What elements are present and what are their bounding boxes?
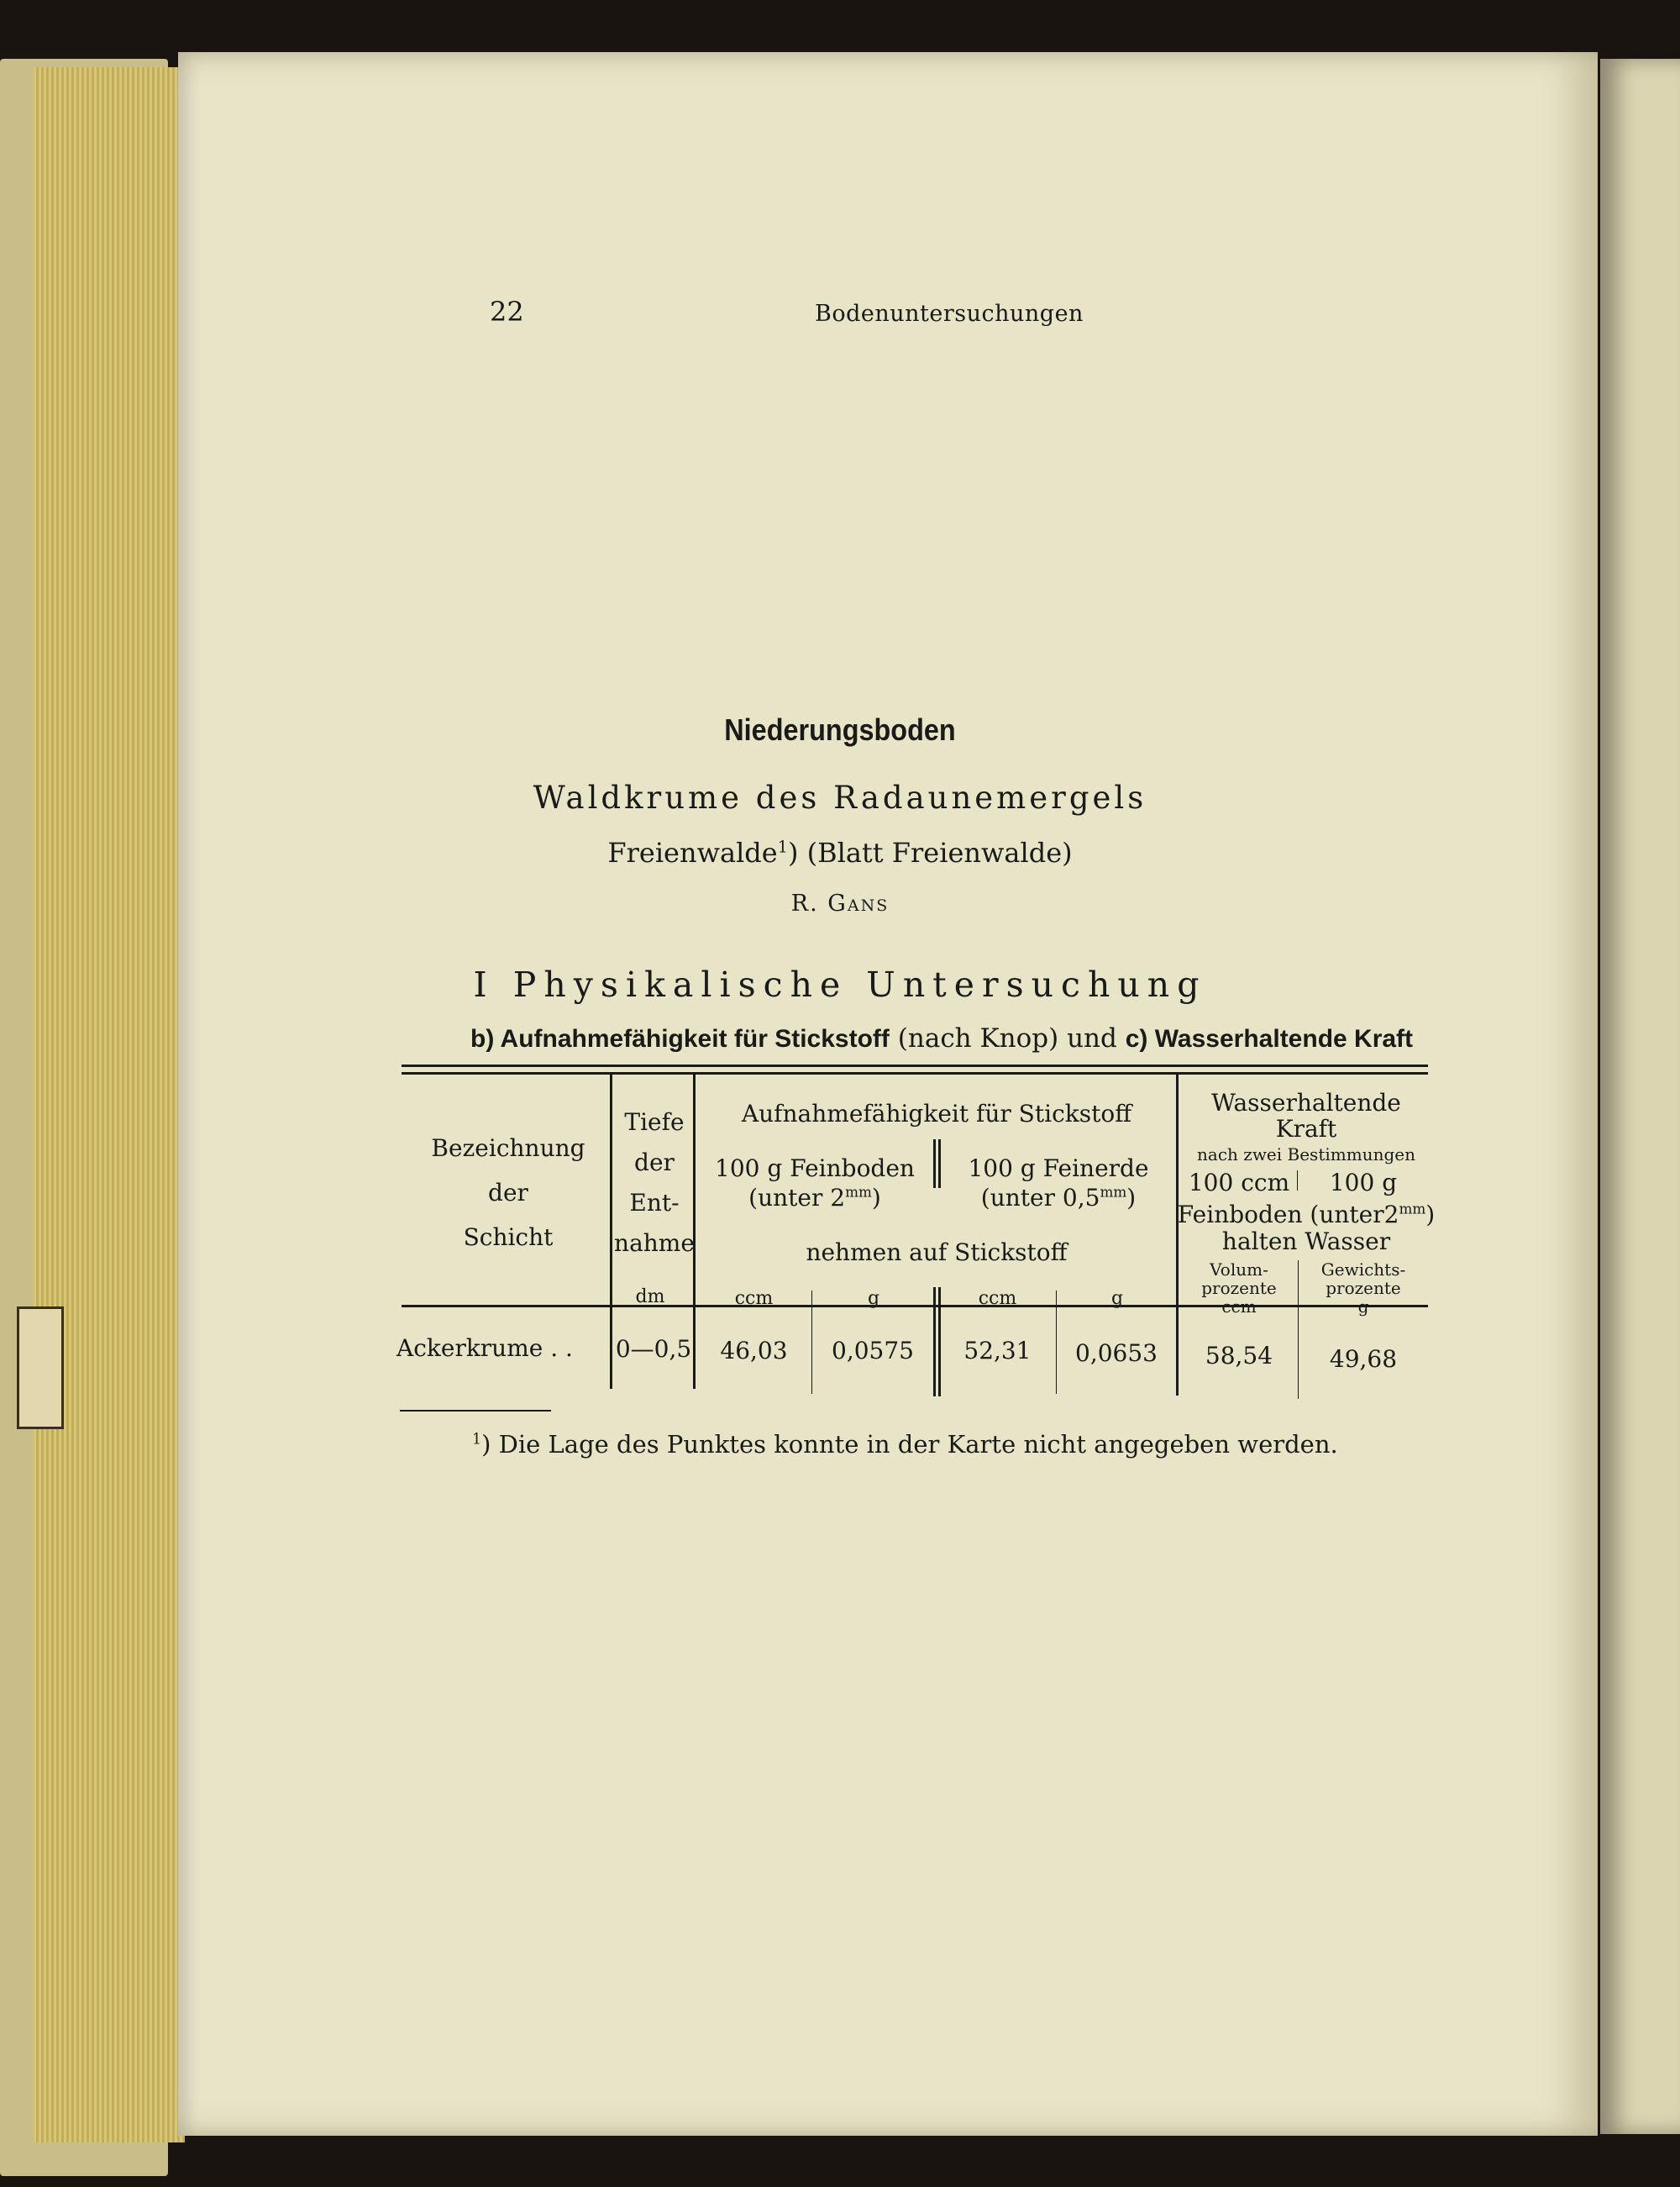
header-wasser: Wasserhaltende Kraft: [1211, 1089, 1401, 1143]
col-divider: [933, 1139, 936, 1188]
col-divider: [1176, 1075, 1179, 1396]
facing-page: [1600, 59, 1680, 2134]
wasser-note: nach zwei Bestimmungen: [1197, 1144, 1415, 1164]
wasser-100g: 100 g: [1329, 1169, 1398, 1196]
header-nehmen: nehmen auf Stickstoff: [806, 1238, 1068, 1266]
subtitle: Waldkrume des Radaunemergels: [533, 780, 1147, 816]
subsection-heading: [470, 1023, 1413, 1054]
unit-ccm: ccm: [734, 1288, 774, 1309]
wasser-halten: halten Wasser: [1221, 1228, 1391, 1255]
gewichts-prozente: Gewichts- prozente g: [1320, 1259, 1406, 1317]
location: Freienwalde: [607, 837, 778, 869]
footnote-rule: [400, 1410, 551, 1412]
header-tiefe: Tiefe der Ent- nahme: [614, 1108, 695, 1257]
unit-g: g: [867, 1288, 880, 1309]
table-top-rule-2: [402, 1072, 1428, 1075]
unit-ccm: ccm: [978, 1288, 1017, 1309]
col-divider: [1298, 1260, 1299, 1399]
header-aufnahme: Aufnahmefähigkeit für Stickstoff: [741, 1100, 1132, 1128]
volum-prozente: Volum- prozente ccm: [1201, 1259, 1277, 1317]
footnote-mark: 1: [777, 837, 788, 857]
col-divider: [1056, 1291, 1057, 1394]
wasser-feinboden: Feinboden $(unter2^{mm})$: [1177, 1200, 1436, 1228]
footnote: $^1$) Die Lage des Punktes konnte in der Karte nicht angegeben werden.: [472, 1430, 1338, 1459]
subsection-b: b) Aufnahmefähigkeit für Stickstoff: [470, 1025, 890, 1053]
section-heading: I Physikalische Untersuchung: [473, 965, 1207, 1005]
location-sheet: (Blatt Freienwalde): [806, 837, 1073, 869]
page-number: 22: [490, 296, 524, 328]
cell-feinerde-ccm: 52,31: [963, 1337, 1032, 1364]
location-line: Freienwalde$^1$) (Blatt Freienwalde): [607, 837, 1073, 869]
running-head: Bodenuntersuchungen: [815, 301, 1084, 327]
subsection-mid: (nach Knop) und: [897, 1023, 1117, 1054]
col-divider: [933, 1287, 936, 1396]
author: R. Gans: [790, 891, 890, 917]
cell-feinboden-ccm: 46,03: [720, 1337, 788, 1364]
header-feinboden: 100 g Feinboden (unter $2^{mm}$): [715, 1154, 915, 1212]
page-edges: [34, 67, 185, 2142]
header-bezeichnung: Bezeichnung der Schicht: [431, 1134, 585, 1251]
cell-schicht: Ackerkrume . .: [396, 1334, 573, 1362]
table-top-rule: [402, 1065, 1428, 1067]
wasser-100ccm: 100 ccm: [1188, 1169, 1290, 1196]
page-title: Niederungsboden: [724, 712, 956, 747]
cell-feinerde-g: 0,0653: [1075, 1339, 1158, 1367]
col-divider: [811, 1291, 812, 1394]
unit-g: g: [1110, 1288, 1124, 1309]
paper-tab: [17, 1306, 64, 1429]
cell-tiefe: 0—0,5: [615, 1335, 692, 1363]
subsection-c: c) Wasserhaltende Kraft: [1125, 1025, 1414, 1053]
cell-gewicht: 49,68: [1329, 1345, 1398, 1373]
cell-feinboden-g: 0,0575: [832, 1337, 914, 1364]
unit-dm: dm: [635, 1286, 665, 1307]
cell-volum: 58,54: [1205, 1342, 1273, 1370]
header-feinerde: 100 g Feinerde (unter $0,5^{mm}$): [968, 1154, 1149, 1212]
